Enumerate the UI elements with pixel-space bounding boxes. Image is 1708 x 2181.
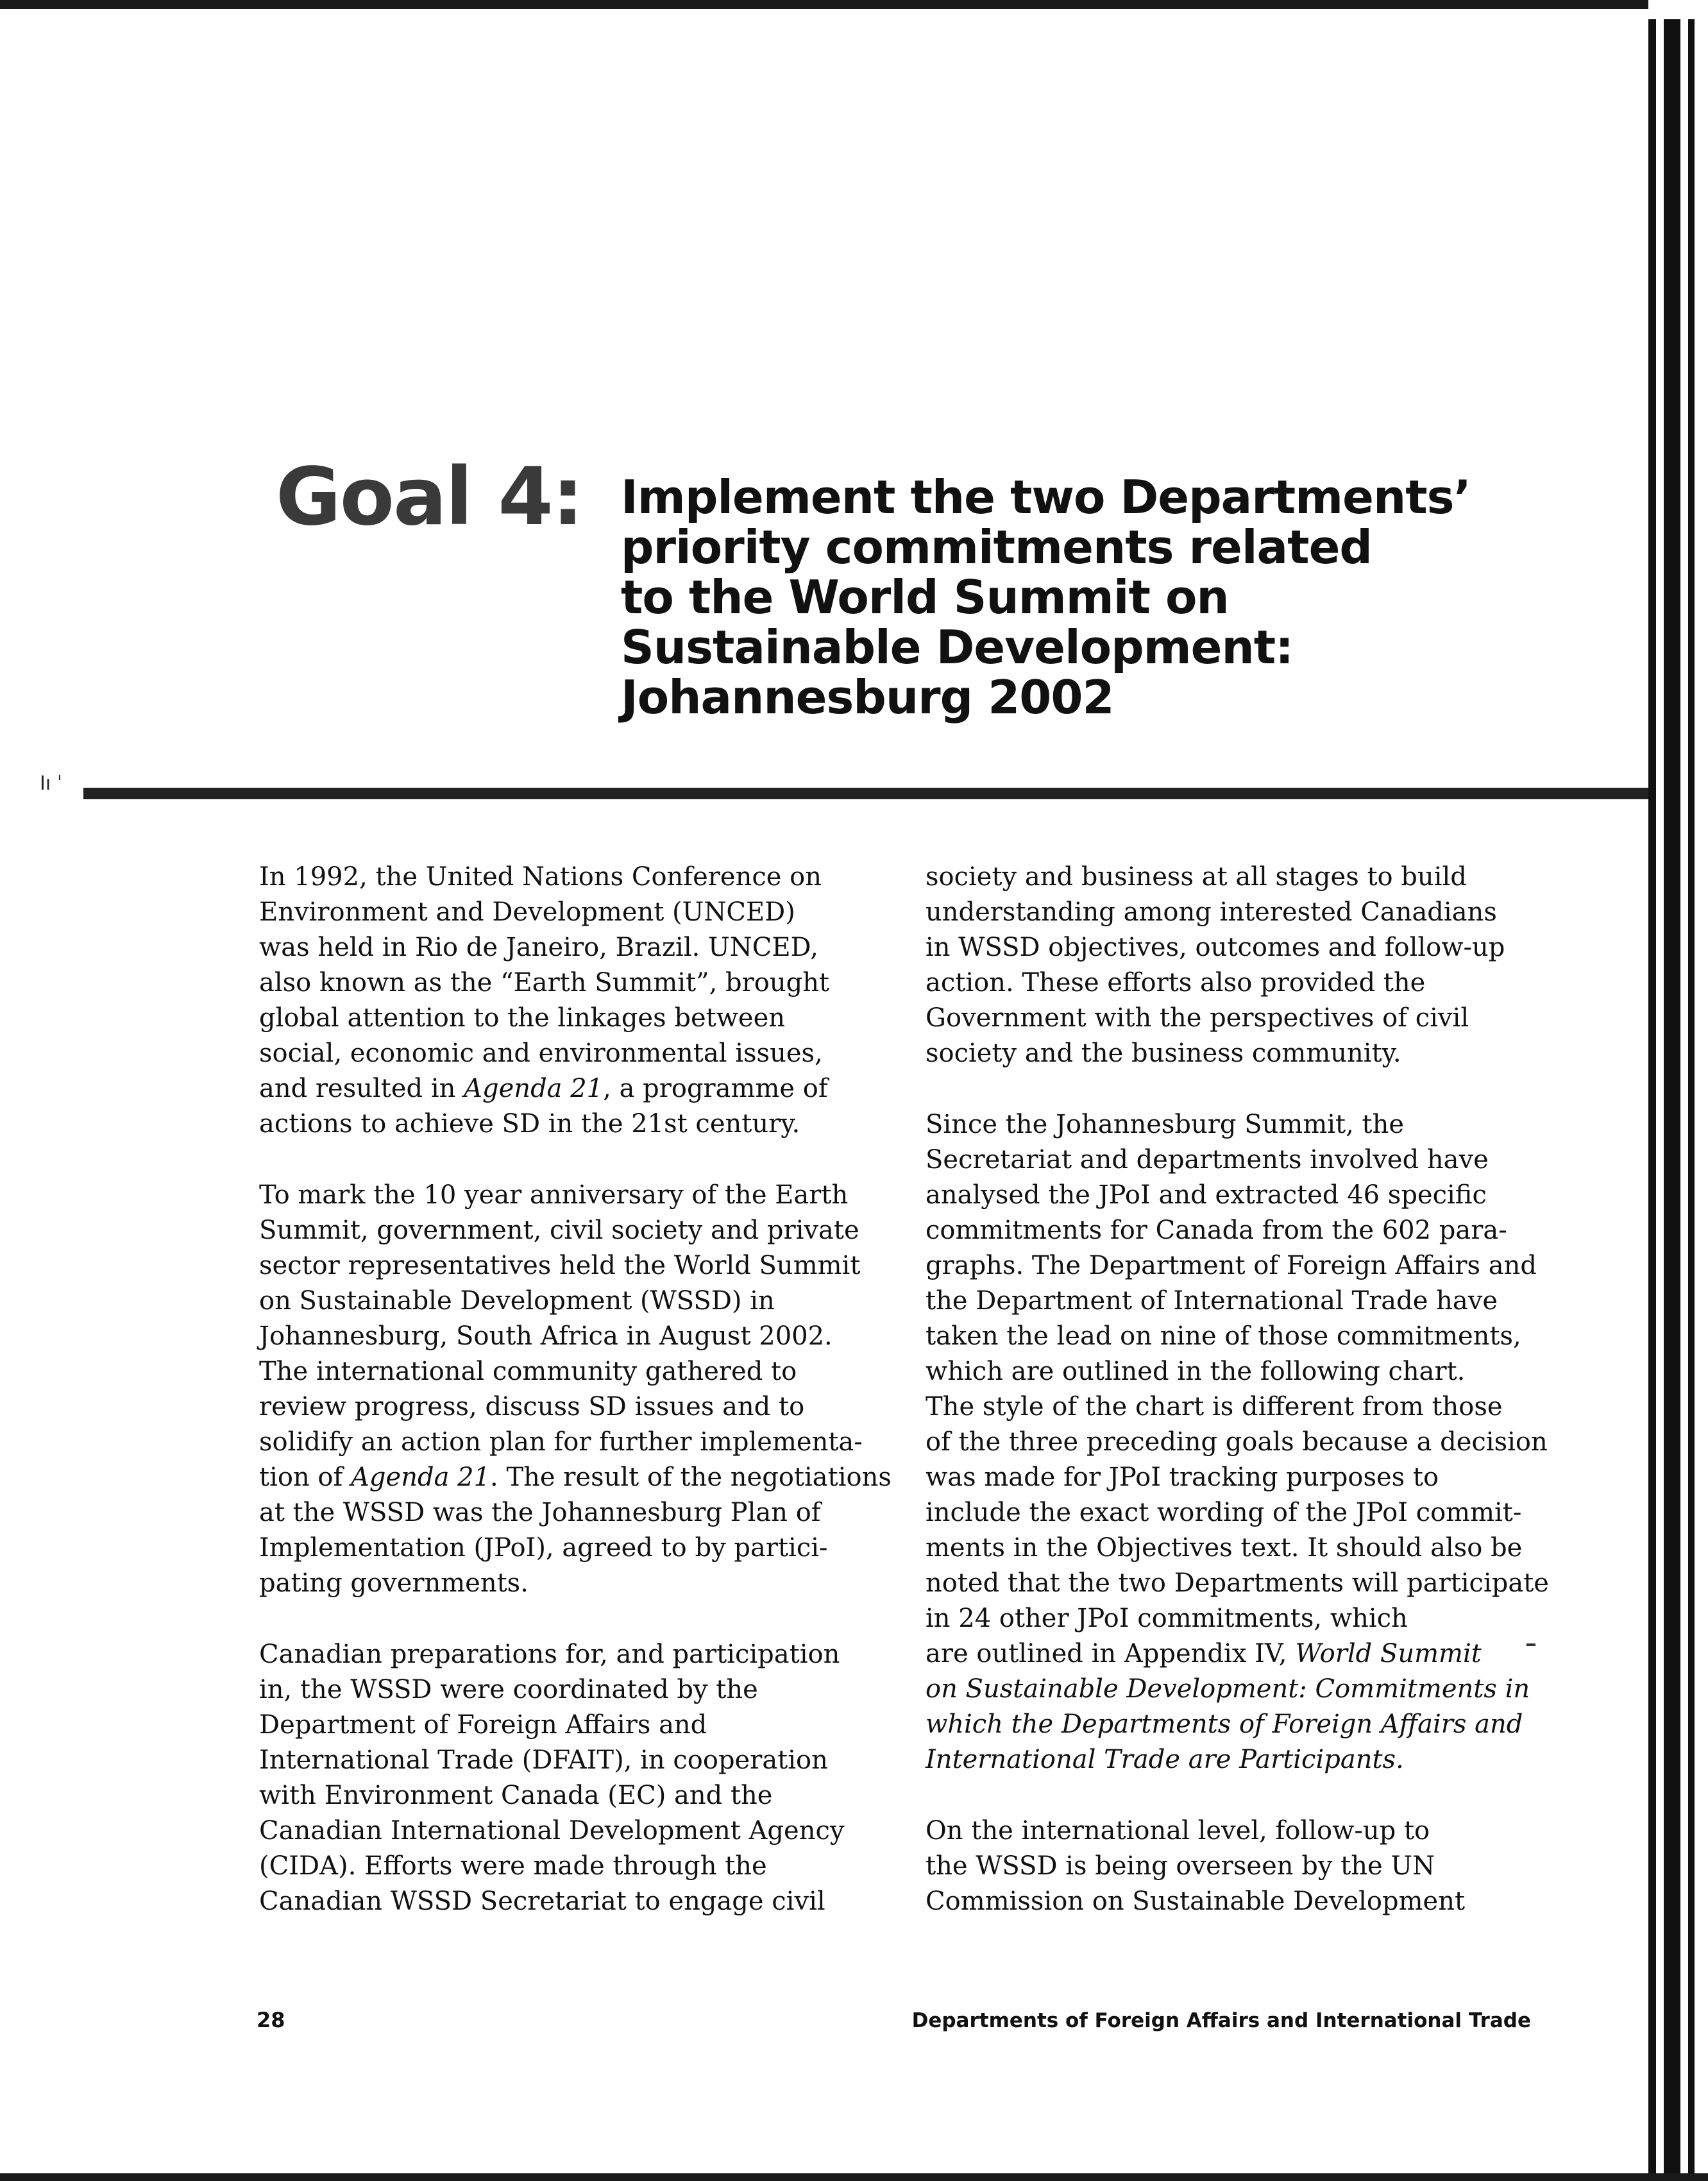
paragraph-wssd bbox=[259, 1178, 892, 1601]
page-number: 28 bbox=[257, 2008, 285, 2032]
text-line: global attention to the linkages between bbox=[259, 1003, 786, 1033]
text-line: the Department of International Trade have bbox=[926, 1286, 1498, 1316]
goal-heading bbox=[257, 449, 1636, 757]
italic-title: International Trade are Participants. bbox=[926, 1745, 1404, 1774]
text-line bbox=[926, 1742, 1541, 1778]
text-line: Summit, government, civil society and private bbox=[259, 1216, 859, 1245]
text-line: Canadian International Development Agency bbox=[259, 1816, 845, 1846]
goal-label: Goal 4: bbox=[276, 451, 583, 543]
text-line: sector representatives held the World Summit bbox=[259, 1251, 861, 1280]
text-line: in, the WSSD were coordinated by the bbox=[259, 1675, 758, 1704]
text-line bbox=[926, 1707, 1541, 1742]
text-segment: , a programme of bbox=[603, 1074, 828, 1103]
text-line: society and the business community. bbox=[926, 1039, 1401, 1068]
text-line: The style of the chart is different from those bbox=[926, 1392, 1503, 1421]
text-line: in WSSD objectives, outcomes and follow-up bbox=[926, 933, 1505, 962]
text-line: noted that the two Departments will participate bbox=[926, 1568, 1549, 1598]
text-line: include the exact wording of the JPoI commit- bbox=[926, 1498, 1522, 1527]
text-line bbox=[259, 1071, 875, 1107]
paragraph-unced bbox=[259, 860, 875, 1142]
paragraph-international-followup bbox=[926, 1813, 1541, 1919]
text-line: In 1992, the United Nations Conference on bbox=[259, 862, 822, 892]
text-line: To mark the 10 year anniversary of the Earth bbox=[259, 1180, 849, 1210]
text-line: the WSSD is being overseen by the UN bbox=[926, 1851, 1435, 1881]
text-line bbox=[259, 1460, 892, 1495]
scan-border-right bbox=[1648, 0, 1708, 2181]
italic-title: Agenda 21 bbox=[464, 1074, 604, 1103]
text-line: solidify an action plan for further implementa- bbox=[259, 1427, 863, 1457]
paragraph-canadian-preparations bbox=[259, 1637, 875, 1919]
text-line: (CIDA). Efforts were made through the bbox=[259, 1851, 767, 1881]
paragraph-engagement bbox=[926, 860, 1541, 1071]
goal-title-line: priority commitments related bbox=[621, 520, 1372, 574]
text-line: The international community gathered to bbox=[259, 1357, 797, 1386]
text-line: Since the Johannesburg Summit, the bbox=[926, 1110, 1405, 1139]
text-line: commitments for Canada from the 602 para- bbox=[926, 1216, 1507, 1245]
text-line: on Sustainable Development (WSSD) in bbox=[259, 1286, 775, 1316]
text-line: actions to achieve SD in the 21st century. bbox=[259, 1109, 800, 1139]
text-line: Department of Foreign Affairs and bbox=[259, 1710, 707, 1740]
text-line: ments in the Objectives text. It should also be bbox=[926, 1533, 1523, 1563]
goal-title-line: to the World Summit on bbox=[621, 570, 1229, 624]
text-segment: . The result of the negotiations bbox=[490, 1463, 892, 1492]
text-line: Secretariat and departments involved have bbox=[926, 1145, 1489, 1175]
text-line: which are outlined in the following chart. bbox=[926, 1357, 1466, 1386]
text-line: in 24 other JPoI commitments, which bbox=[926, 1604, 1408, 1633]
text-line: pating governments. bbox=[259, 1568, 528, 1598]
text-segment: and resulted in bbox=[259, 1074, 464, 1103]
left-column bbox=[259, 860, 892, 1955]
goal-title-line: Johannesburg 2002 bbox=[621, 670, 1114, 724]
text-segment: tion of bbox=[259, 1463, 351, 1492]
text-line: International Trade (DFAIT), in cooperation bbox=[259, 1745, 828, 1775]
italic-title: on Sustainable Development: Commitments in bbox=[926, 1674, 1530, 1704]
text-line: social, economic and environmental issues, bbox=[259, 1039, 823, 1068]
text-line: with Environment Canada (EC) and the bbox=[259, 1781, 773, 1810]
text-line bbox=[926, 1672, 1541, 1707]
margin-tick bbox=[1526, 1643, 1535, 1646]
paragraph-jpoi-commitments bbox=[926, 1107, 1549, 1778]
text-line: understanding among interested Canadians bbox=[926, 897, 1497, 927]
text-line: graphs. The Department of Foreign Affairs and bbox=[926, 1251, 1537, 1280]
italic-title: World Summit bbox=[1295, 1639, 1482, 1668]
running-footer: Departments of Foreign Affairs and International Trade bbox=[911, 2009, 1531, 2032]
scan-border-bottom bbox=[0, 2173, 1708, 2181]
text-line: at the WSSD was the Johannesburg Plan of bbox=[259, 1498, 821, 1527]
italic-title: which the Departments of Foreign Affairs and bbox=[926, 1710, 1523, 1739]
text-line: Johannesburg, South Africa in August 2002. bbox=[259, 1321, 833, 1351]
goal-title-line: Implement the two Departments’ bbox=[621, 470, 1471, 524]
goal-title-line: Sustainable Development: bbox=[621, 620, 1293, 674]
right-column bbox=[926, 860, 1549, 1955]
italic-title: Agenda 21 bbox=[351, 1463, 491, 1492]
text-line: review progress, discuss SD issues and to bbox=[259, 1392, 805, 1421]
text-line: Environment and Development (UNCED) bbox=[259, 897, 795, 927]
margin-mark: Iı ˈ bbox=[40, 772, 62, 795]
text-line: taken the lead on nine of those commitments, bbox=[926, 1321, 1521, 1351]
text-line: of the three preceding goals because a decision bbox=[926, 1427, 1548, 1457]
text-line: On the international level, follow-up to bbox=[926, 1816, 1430, 1846]
text-line: also known as the “Earth Summit”, brought bbox=[259, 968, 830, 997]
text-line: Canadian preparations for, and participation bbox=[259, 1640, 840, 1669]
text-line: was made for JPoI tracking purposes to bbox=[926, 1463, 1439, 1492]
text-segment: are outlined in Appendix IV, bbox=[926, 1639, 1296, 1668]
text-line: analysed the JPoI and extracted 46 specific bbox=[926, 1180, 1487, 1210]
text-line: Implementation (JPoI), agreed to by partici- bbox=[259, 1533, 828, 1563]
text-line: society and business at all stages to build bbox=[926, 862, 1467, 892]
text-line: Government with the perspectives of civil bbox=[926, 1003, 1469, 1033]
goal-title bbox=[621, 472, 1660, 722]
text-line: Commission on Sustainable Development bbox=[926, 1887, 1466, 1916]
text-line: action. These efforts also provided the bbox=[926, 968, 1426, 997]
text-line: Canadian WSSD Secretariat to engage civil bbox=[259, 1887, 825, 1916]
text-line: was held in Rio de Janeiro, Brazil. UNCED, bbox=[259, 933, 818, 962]
heading-divider bbox=[83, 788, 1648, 799]
text-line bbox=[926, 1636, 1541, 1672]
scan-border-top bbox=[0, 0, 1708, 9]
